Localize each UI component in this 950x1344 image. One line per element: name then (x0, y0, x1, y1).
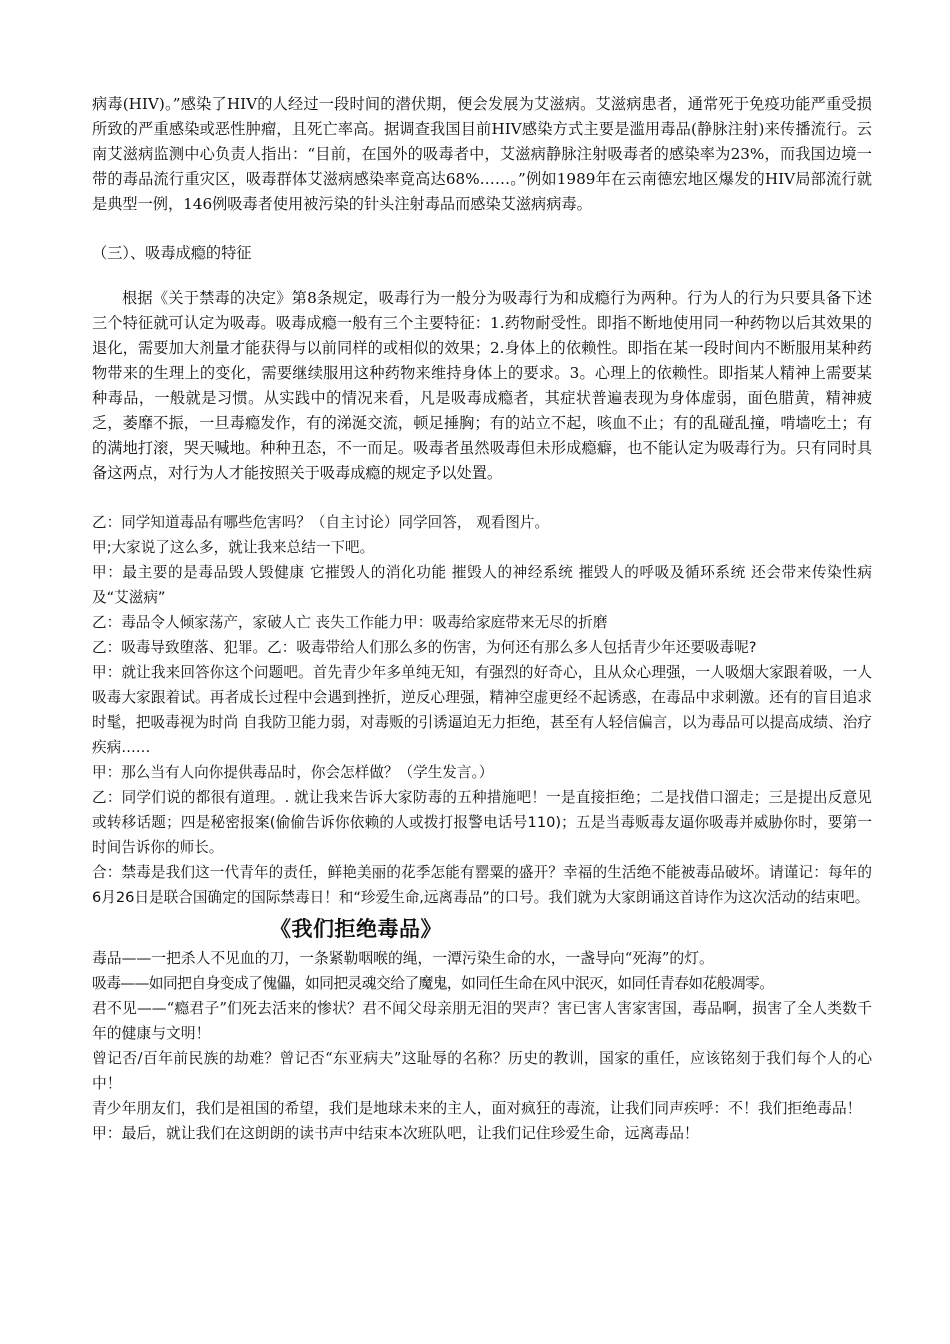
poem-line: 君不见——“瘾君子”们死去活来的惨状？君不闻父母亲朋无泪的哭声？害已害人害家害国，毒品啊，损害了全人类数千年的健康与文明！ (92, 1000, 872, 1042)
poem-line: 吸毒——如同把自身变成了傀儡，如同把灵魂交给了魔鬼，如同任生命在风中泯灭，如同任青春如花般凋零。 (92, 975, 774, 992)
poem-title: 《我们拒绝毒品》 (270, 916, 442, 941)
dialogue-line: 甲：最主要的是毒品毁人毁健康 它摧毁人的消化功能 摧毁人的神经系统 摧毁人的呼吸及循环系统 还会带来传染性病及“艾滋病” (92, 564, 872, 606)
dialogue-block (92, 510, 872, 910)
hiv-paragraph: 病毒(HIV)。”感染了HIV的人经过一段时间的潜伏期，便会发展为艾滋病。艾滋病患者，通常死于免疫功能严重受损所致的严重感染或恶性肿瘤，且死亡率高。据调查我国目前HIV感染方式主要是滥用毒品(静脉注射)来传播流行。云南艾滋病监测中心负责人指出：“目前，在国外的吸毒者中，艾滋病静脉注射吸毒者的感染率为23%，而我国边境一带的毒品流行重灾区，吸毒群体艾滋病感染率竟高达68%……。”例如1989年在云南德宏地区爆发的HIV局部流行就是典型一例，146例吸毒者使用被污染的针头注射毒品而感染艾滋病病毒。 (92, 95, 872, 213)
dialogue-line: 乙：吸毒导致堕落、犯罪。乙：吸毒带给人们那么多的伤害，为何还有那么多人包括青少年还要吸毒呢? (92, 639, 757, 656)
poem-line: 青少年朋友们，我们是祖国的希望，我们是地球未来的主人，面对疯狂的毒流，让我们同声疾呼：不！我们拒绝毒品！ (92, 1100, 862, 1117)
document-page (92, 92, 872, 1146)
dialogue-line: 乙：同学知道毒品有哪些危害吗？（自主讨论）同学回答， 观看图片。 (92, 514, 550, 531)
section-heading: （三）、吸毒成瘾的特征 (92, 244, 252, 262)
dialogue-line: 乙：同学们说的都很有道理。. 就让我来告诉大家防毒的五种措施吧！一是直接拒绝；二是找借口溜走；三是提出反意见或转移话题；四是秘密报案(偷偷告诉你依赖的人或拨打报警电话号110)；五是当毒贩毒友逼你吸毒并威胁你时，要第一时间告诉你的师长。 (92, 789, 872, 856)
addiction-paragraph: 根据《关于禁毒的决定》第8条规定，吸毒行为一般分为吸毒行为和成瘾行为两种。行为人的行为只要具备下述三个特征就可认定为吸毒。吸毒成瘾一般有三个主要特征：1.药物耐受性。即指不断地使用同一种药物以后其效果的退化，需要加大剂量才能获得与以前同样的或相似的效果；2.身体上的依赖性。即指在某一段时间内不断服用某种药物带来的生理上的变化，需要继续服用这种药物来维持身体上的要求。3。心理上的依赖性。即指某人精神上需要某种毒品，一般就是习惯。从实践中的情况来看，凡是吸毒成瘾者，其症状普遍表现为身体虚弱，面色腊黄，精神疲乏，萎靡不振，一旦毒瘾发作，有的涕涎交流，顿足捶胸；有的站立不起，咳血不止；有的乱碰乱撞，啃墙吃土；有的满地打滚，哭天喊地。种种丑态，不一而足。吸毒者虽然吸毒但未形成瘾癖，也不能认定为吸毒行为。只有同时具备这两点，对行为人才能按照关于吸毒成瘾的规定予以处置。 (92, 289, 872, 482)
poem-block (92, 946, 872, 1146)
poem-line: 毒品——一把杀人不见血的刀，一条紧勒咽喉的绳，一潭污染生命的水，一盏导向“死海”的灯。 (92, 950, 714, 967)
dialogue-line: 甲：就让我来回答你这个问题吧。首先青少年多单纯无知，有强烈的好奇心，且从众心理强，一人吸烟大家跟着吸，一人吸毒大家跟着试。再者成长过程中会遇到挫折，逆反心理强，精神空虚更经不起诱惑，在毒品中求刺激。还有的盲目追求时髦，把吸毒视为时尚 自我防卫能力弱，对毒贩的引诱逼迫无力拒绝，甚至有人轻信偏言，以为毒品可以提高成绩、治疗疾病…… (92, 664, 872, 756)
dialogue-line: 甲：那么当有人向你提供毒品时，你会怎样做？（学生发言。） (92, 764, 494, 781)
dialogue-line: 乙：毒品令人倾家荡产，家破人亡 丧失工作能力甲：吸毒给家庭带来无尽的折磨 (92, 614, 608, 631)
poem-line: 曾记否/百年前民族的劫难？曾记否“东亚病夫”这耻辱的名称？历史的教训，国家的重任，应该铭刻于我们每个人的心中！ (92, 1050, 872, 1092)
poem-line: 甲：最后，就让我们在这朗朗的读书声中结束本次班队吧，让我们记住珍爱生命，远离毒品！ (92, 1125, 699, 1142)
dialogue-line: 甲;大家说了这么多，就让我来总结一下吧。 (92, 539, 375, 556)
dialogue-line: 合：禁毒是我们这一代青年的责任，鲜艳美丽的花季怎能有罂粟的盛开？幸福的生活绝不能被毒品破坏。请谨记：每年的6月26日是联合国确定的国际禁毒日！和“珍爱生命,远离毒品”的口号。我们就为大家朗诵这首诗作为这次活动的结束吧。 (92, 864, 872, 906)
